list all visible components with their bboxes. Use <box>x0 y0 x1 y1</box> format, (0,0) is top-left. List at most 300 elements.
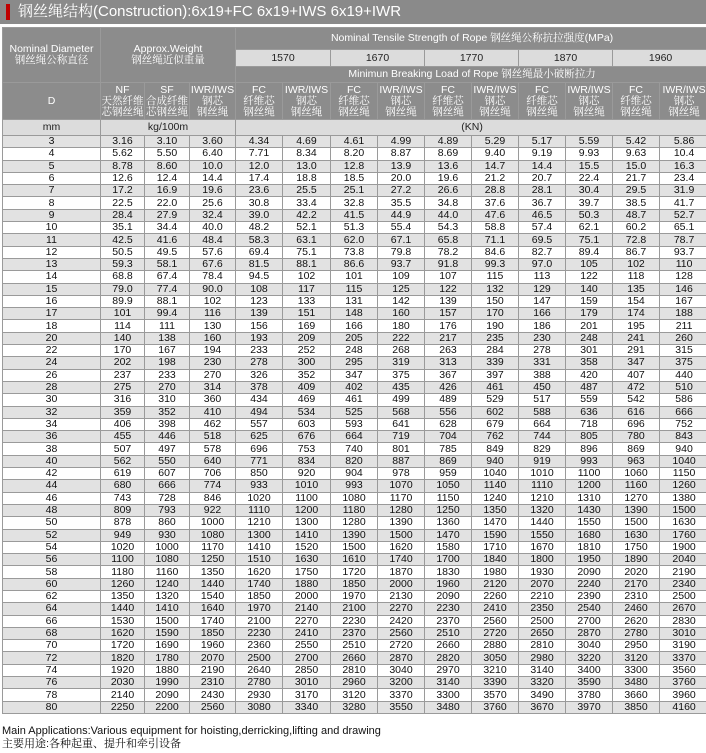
diameter-cell: 78 <box>3 689 101 701</box>
table-row <box>3 443 706 455</box>
value-cell: 20.0 <box>378 172 425 184</box>
value-cell: 90.0 <box>190 283 236 295</box>
value-cell: 1590 <box>472 529 519 541</box>
value-cell: 1260 <box>660 480 706 492</box>
diameter-cell: 64 <box>3 603 101 615</box>
value-cell: 3550 <box>378 701 425 713</box>
value-cell: 110 <box>660 258 706 270</box>
value-cell: 3.10 <box>145 136 190 148</box>
value-cell: 1760 <box>660 529 706 541</box>
value-cell: 2360 <box>236 640 283 652</box>
value-cell: 1550 <box>566 517 613 529</box>
title-bar <box>0 0 706 24</box>
value-cell: 109 <box>378 271 425 283</box>
table-row <box>3 369 706 381</box>
value-cell: 1000 <box>145 541 190 553</box>
table-row <box>3 160 706 172</box>
diameter-cell: 15 <box>3 283 101 295</box>
header-weight-col-2: IWR/IWS 钢芯 钢丝绳 <box>190 83 235 118</box>
value-cell: 3140 <box>425 677 472 689</box>
value-cell: 18.5 <box>331 172 378 184</box>
value-cell: 2560 <box>190 701 236 713</box>
value-cell: 1630 <box>613 529 660 541</box>
table-row <box>3 590 706 602</box>
value-cell: 834 <box>283 455 331 467</box>
value-cell: 542 <box>613 394 660 406</box>
value-cell: 331 <box>519 357 566 369</box>
value-cell: 556 <box>425 406 472 418</box>
value-cell: 86.7 <box>613 246 660 258</box>
header-load-col-4-0: FC 纤维芯 钢丝绳 <box>613 83 660 120</box>
value-cell: 10.0 <box>190 160 236 172</box>
table-row <box>3 480 706 492</box>
value-cell: 1050 <box>425 480 472 492</box>
value-cell: 58.8 <box>472 222 519 234</box>
value-cell: 63.1 <box>283 234 331 246</box>
header-nominal-diameter: Nominal Diameter 钢丝绳公称直径 <box>3 28 101 83</box>
value-cell: 1250 <box>425 504 472 516</box>
value-cell: 38.5 <box>613 197 660 209</box>
value-cell: 461 <box>472 381 519 393</box>
value-cell: 8.87 <box>378 148 425 160</box>
value-cell: 752 <box>660 418 706 430</box>
value-cell: 518 <box>190 431 236 443</box>
value-cell: 930 <box>145 529 190 541</box>
diameter-cell: 7 <box>3 185 101 197</box>
value-cell: 640 <box>190 455 236 467</box>
value-cell: 3.16 <box>101 136 145 148</box>
table-row <box>3 468 706 480</box>
table-row <box>3 689 706 701</box>
value-cell: 1740 <box>190 615 236 627</box>
value-cell: 3370 <box>660 652 706 664</box>
unit-weight: kg/100m <box>101 120 236 136</box>
value-cell: 1020 <box>101 541 145 553</box>
value-cell: 1020 <box>236 492 283 504</box>
value-cell: 22.4 <box>566 172 613 184</box>
header-weight-col-0: NF 天然纤维 芯钢丝绳 <box>101 83 144 118</box>
table-row <box>3 664 706 676</box>
value-cell: 278 <box>236 357 283 369</box>
value-cell: 1210 <box>519 492 566 504</box>
value-cell: 230 <box>519 332 566 344</box>
diameter-cell: 5 <box>3 160 101 172</box>
value-cell: 252 <box>283 345 331 357</box>
value-cell: 118 <box>613 271 660 283</box>
value-cell: 1060 <box>613 468 660 480</box>
value-cell: 51.3 <box>331 222 378 234</box>
table-row <box>3 640 706 652</box>
value-cell: 131 <box>331 295 378 307</box>
value-cell: 2410 <box>283 627 331 639</box>
value-cell: 29.5 <box>613 185 660 197</box>
value-cell: 3850 <box>613 701 660 713</box>
value-cell: 1630 <box>283 554 331 566</box>
value-cell: 940 <box>472 455 519 467</box>
value-cell: 32.8 <box>331 197 378 209</box>
value-cell: 138 <box>145 332 190 344</box>
value-cell: 949 <box>101 529 145 541</box>
value-cell: 1280 <box>378 504 425 516</box>
value-cell: 107 <box>425 271 472 283</box>
value-cell: 113 <box>519 271 566 283</box>
value-cell: 115 <box>472 271 519 283</box>
value-cell: 270 <box>145 381 190 393</box>
value-cell: 462 <box>190 418 236 430</box>
value-cell: 1850 <box>236 590 283 602</box>
value-cell: 762 <box>472 431 519 443</box>
value-cell: 1440 <box>519 517 566 529</box>
value-cell: 785 <box>425 443 472 455</box>
value-cell: 8.34 <box>283 148 331 160</box>
value-cell: 2190 <box>190 664 236 676</box>
value-cell: 315 <box>660 345 706 357</box>
value-cell: 562 <box>101 455 145 467</box>
value-cell: 167 <box>660 295 706 307</box>
diameter-cell: 50 <box>3 517 101 529</box>
value-cell: 1820 <box>101 652 145 664</box>
value-cell: 8.20 <box>331 148 378 160</box>
value-cell: 2140 <box>101 689 145 701</box>
value-cell: 5.59 <box>566 136 613 148</box>
value-cell: 1200 <box>283 504 331 516</box>
value-cell: 420 <box>566 369 613 381</box>
value-cell: 260 <box>660 332 706 344</box>
value-cell: 1320 <box>145 590 190 602</box>
diameter-cell: 11 <box>3 234 101 246</box>
value-cell: 28.8 <box>472 185 519 197</box>
diameter-cell: 17 <box>3 308 101 320</box>
value-cell: 1750 <box>283 566 331 578</box>
value-cell: 1670 <box>519 541 566 553</box>
value-cell: 1180 <box>101 566 145 578</box>
value-cell: 67.6 <box>190 258 236 270</box>
diameter-cell: 42 <box>3 468 101 480</box>
value-cell: 93.7 <box>660 246 706 258</box>
value-cell: 550 <box>145 455 190 467</box>
value-cell: 2560 <box>378 627 425 639</box>
value-cell: 940 <box>660 443 706 455</box>
value-cell: 2200 <box>145 701 190 713</box>
value-cell: 140 <box>101 332 145 344</box>
value-cell: 525 <box>331 406 378 418</box>
value-cell: 17.2 <box>101 185 145 197</box>
value-cell: 5.29 <box>472 136 519 148</box>
value-cell: 57.4 <box>519 222 566 234</box>
value-cell: 3210 <box>472 664 519 676</box>
value-cell: 588 <box>519 406 566 418</box>
value-cell: 1630 <box>660 517 706 529</box>
table-row <box>3 295 706 307</box>
value-cell: 1530 <box>101 615 145 627</box>
diameter-cell: 32 <box>3 406 101 418</box>
diameter-cell: 28 <box>3 381 101 393</box>
value-cell: 170 <box>101 345 145 357</box>
value-cell: 174 <box>613 308 660 320</box>
value-cell: 1750 <box>613 541 660 553</box>
value-cell: 194 <box>190 345 236 357</box>
value-cell: 2510 <box>331 640 378 652</box>
value-cell: 2090 <box>145 689 190 701</box>
value-cell: 2390 <box>566 590 613 602</box>
value-cell: 568 <box>378 406 425 418</box>
value-cell: 1800 <box>519 554 566 566</box>
value-cell: 27.2 <box>378 185 425 197</box>
value-cell: 869 <box>425 455 472 467</box>
value-cell: 1840 <box>472 554 519 566</box>
value-cell: 410 <box>190 406 236 418</box>
value-cell: 1960 <box>425 578 472 590</box>
value-cell: 278 <box>519 345 566 357</box>
value-cell: 2250 <box>101 701 145 713</box>
value-cell: 6.40 <box>190 148 236 160</box>
value-cell: 237 <box>101 369 145 381</box>
footer <box>2 725 381 751</box>
value-cell: 1110 <box>236 504 283 516</box>
value-cell: 978 <box>378 468 425 480</box>
value-cell: 696 <box>236 443 283 455</box>
value-cell: 125 <box>378 283 425 295</box>
table-row <box>3 172 706 184</box>
value-cell: 3660 <box>613 689 660 701</box>
value-cell: 3080 <box>236 701 283 713</box>
value-cell: 2660 <box>331 652 378 664</box>
value-cell: 75.1 <box>283 246 331 258</box>
value-cell: 2370 <box>331 627 378 639</box>
value-cell: 378 <box>236 381 283 393</box>
value-cell: 2850 <box>283 664 331 676</box>
table-row <box>3 345 706 357</box>
value-cell: 603 <box>283 418 331 430</box>
header-load-col-1-1: IWR/IWS 钢芯 钢丝绳 <box>379 83 423 118</box>
value-cell: 122 <box>425 283 472 295</box>
table-row <box>3 554 706 566</box>
value-cell: 1980 <box>472 566 519 578</box>
value-cell: 1950 <box>566 554 613 566</box>
table-row <box>3 394 706 406</box>
value-cell: 139 <box>425 295 472 307</box>
header-load-col-2-1: IWR/IWS 钢芯 钢丝绳 <box>473 83 517 118</box>
value-cell: 300 <box>283 357 331 369</box>
value-cell: 1250 <box>190 554 236 566</box>
value-cell: 4.61 <box>331 136 378 148</box>
value-cell: 102 <box>283 271 331 283</box>
value-cell: 111 <box>145 320 190 332</box>
value-cell: 313 <box>425 357 472 369</box>
value-cell: 664 <box>331 431 378 443</box>
value-cell: 3200 <box>378 677 425 689</box>
header-load-col-2-0: FC 纤维芯 钢丝绳 <box>425 83 472 120</box>
header-load-col-3-0: FC 纤维芯 钢丝绳 <box>519 83 566 120</box>
value-cell: 1010 <box>283 480 331 492</box>
value-cell: 9.40 <box>472 148 519 160</box>
value-cell: 450 <box>519 381 566 393</box>
value-cell: 628 <box>425 418 472 430</box>
value-cell: 14.4 <box>190 172 236 184</box>
value-cell: 142 <box>378 295 425 307</box>
value-cell: 52.1 <box>283 222 331 234</box>
value-cell: 1510 <box>236 554 283 566</box>
page-title: 钢丝绳结构(Construction):6x19+FC 6x19+IWS 6x19+IWR <box>18 3 402 20</box>
value-cell: 160 <box>378 308 425 320</box>
value-cell: 94.5 <box>236 271 283 283</box>
value-cell: 619 <box>101 468 145 480</box>
value-cell: 2650 <box>519 627 566 639</box>
value-cell: 2540 <box>566 603 613 615</box>
value-cell: 314 <box>190 381 236 393</box>
value-cell: 1270 <box>613 492 660 504</box>
value-cell: 67.1 <box>378 234 425 246</box>
value-cell: 48.4 <box>190 234 236 246</box>
value-cell: 801 <box>378 443 425 455</box>
value-cell: 1010 <box>519 468 566 480</box>
diameter-cell: 60 <box>3 578 101 590</box>
diameter-cell: 18 <box>3 320 101 332</box>
value-cell: 1930 <box>519 566 566 578</box>
value-cell: 578 <box>190 443 236 455</box>
value-cell: 347 <box>331 369 378 381</box>
value-cell: 1150 <box>425 492 472 504</box>
value-cell: 2460 <box>613 603 660 615</box>
value-cell: 2950 <box>613 640 660 652</box>
value-cell: 1690 <box>145 640 190 652</box>
value-cell: 91.8 <box>425 258 472 270</box>
value-cell: 3960 <box>660 689 706 701</box>
value-cell: 1240 <box>472 492 519 504</box>
value-cell: 1200 <box>566 480 613 492</box>
table-row <box>3 222 706 234</box>
value-cell: 270 <box>190 369 236 381</box>
value-cell: 1780 <box>145 652 190 664</box>
value-cell: 534 <box>283 406 331 418</box>
value-cell: 3040 <box>378 664 425 676</box>
diameter-cell: 44 <box>3 480 101 492</box>
value-cell: 793 <box>145 504 190 516</box>
value-cell: 34.8 <box>425 197 472 209</box>
value-cell: 1740 <box>378 554 425 566</box>
value-cell: 469 <box>283 394 331 406</box>
value-cell: 233 <box>145 369 190 381</box>
value-cell: 1260 <box>101 578 145 590</box>
value-cell: 230 <box>190 357 236 369</box>
value-cell: 23.4 <box>660 172 706 184</box>
value-cell: 48.2 <box>236 222 283 234</box>
table-row <box>3 492 706 504</box>
value-cell: 1550 <box>519 529 566 541</box>
value-cell: 1080 <box>190 529 236 541</box>
value-cell: 157 <box>425 308 472 320</box>
value-cell: 2670 <box>660 603 706 615</box>
value-cell: 2090 <box>425 590 472 602</box>
value-cell: 2430 <box>190 689 236 701</box>
value-cell: 2100 <box>236 615 283 627</box>
value-cell: 1170 <box>190 541 236 553</box>
value-cell: 2420 <box>378 615 425 627</box>
value-cell: 44.0 <box>425 209 472 221</box>
table-row <box>3 431 706 443</box>
value-cell: 188 <box>660 308 706 320</box>
table-row <box>3 381 706 393</box>
value-cell: 2720 <box>378 640 425 652</box>
value-cell: 3590 <box>566 677 613 689</box>
table-row <box>3 258 706 270</box>
value-cell: 1720 <box>101 640 145 652</box>
value-cell: 22.5 <box>101 197 145 209</box>
value-cell: 1040 <box>660 455 706 467</box>
value-cell: 2230 <box>425 603 472 615</box>
diameter-cell: 76 <box>3 677 101 689</box>
value-cell: 15.5 <box>566 160 613 172</box>
value-cell: 3120 <box>613 652 660 664</box>
value-cell: 39.0 <box>236 209 283 221</box>
table-row <box>3 148 706 160</box>
table-row <box>3 529 706 541</box>
value-cell: 586 <box>660 394 706 406</box>
table-row <box>3 652 706 664</box>
value-cell: 1500 <box>613 517 660 529</box>
value-cell: 67.4 <box>145 271 190 283</box>
value-cell: 133 <box>283 295 331 307</box>
value-cell: 1970 <box>236 603 283 615</box>
value-cell: 3300 <box>425 689 472 701</box>
value-cell: 39.7 <box>566 197 613 209</box>
diameter-cell: 72 <box>3 652 101 664</box>
value-cell: 62.0 <box>331 234 378 246</box>
value-cell: 147 <box>519 295 566 307</box>
value-cell: 41.6 <box>145 234 190 246</box>
value-cell: 209 <box>283 332 331 344</box>
value-cell: 641 <box>378 418 425 430</box>
value-cell: 34.4 <box>145 222 190 234</box>
value-cell: 65.1 <box>660 222 706 234</box>
value-cell: 1000 <box>190 517 236 529</box>
value-cell: 99.3 <box>472 258 519 270</box>
value-cell: 12.4 <box>145 172 190 184</box>
value-cell: 664 <box>519 418 566 430</box>
table-row <box>3 566 706 578</box>
table-row <box>3 406 706 418</box>
value-cell: 3120 <box>331 689 378 701</box>
value-cell: 54.3 <box>425 222 472 234</box>
value-cell: 1520 <box>283 541 331 553</box>
value-cell: 4.89 <box>425 136 472 148</box>
value-cell: 559 <box>566 394 613 406</box>
value-cell: 3780 <box>566 689 613 701</box>
value-cell: 50.5 <box>101 246 145 258</box>
value-cell: 47.6 <box>472 209 519 221</box>
value-cell: 193 <box>236 332 283 344</box>
value-cell: 2810 <box>519 640 566 652</box>
value-cell: 676 <box>283 431 331 443</box>
value-cell: 1350 <box>190 566 236 578</box>
diameter-cell: 54 <box>3 541 101 553</box>
value-cell: 809 <box>101 504 145 516</box>
value-cell: 123 <box>236 295 283 307</box>
table-row <box>3 517 706 529</box>
value-cell: 680 <box>101 480 145 492</box>
value-cell: 108 <box>236 283 283 295</box>
value-cell: 3050 <box>472 652 519 664</box>
diameter-cell: 52 <box>3 529 101 541</box>
value-cell: 291 <box>613 345 660 357</box>
units-row <box>3 120 706 136</box>
value-cell: 79.8 <box>378 246 425 258</box>
table-row <box>3 578 706 590</box>
table-row <box>3 455 706 467</box>
header-load-col-0-1: IWR/IWS 钢芯 钢丝绳 <box>283 83 331 120</box>
value-cell: 846 <box>190 492 236 504</box>
value-cell: 1210 <box>236 517 283 529</box>
